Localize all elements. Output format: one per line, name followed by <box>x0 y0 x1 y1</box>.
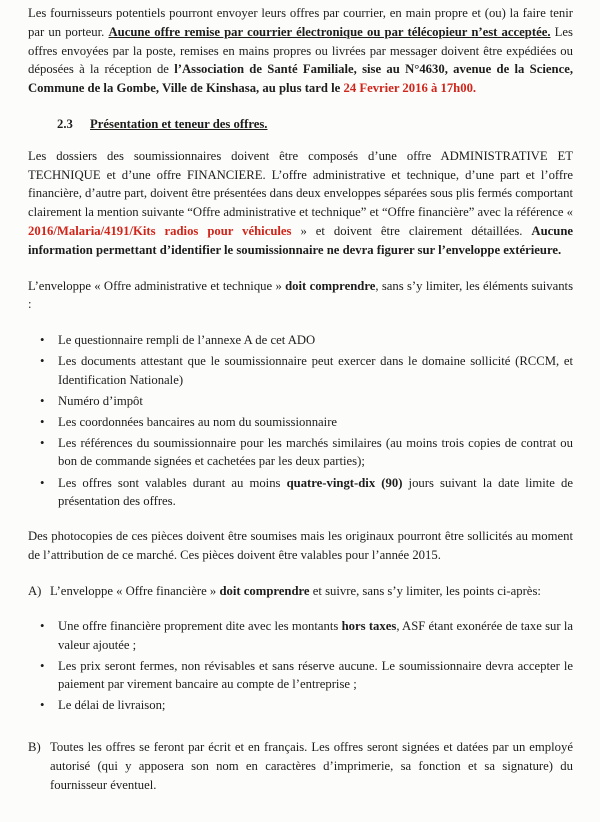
bullet-item <box>58 434 573 470</box>
submission-methods-paragraph <box>28 4 573 98</box>
text-run: Les références du soumissionnaire pour les marchés similaires (au moins trois copies de contrat ou bon de commande signées et cachetées par les deux parties); <box>58 436 573 469</box>
text-run: Les offres envoyées par la poste, remises en mains propres ou livrées par messager doivent être expédiées ou déposées à la réception de <box>28 24 573 77</box>
bullet-item <box>58 352 573 388</box>
text-run: Présentation et teneur des offres. <box>90 116 268 131</box>
text-run: Aucune information permettant d’identifier le soumissionnaire ne devra figurer sur l’enveloppe extérieure. <box>28 223 574 257</box>
item-b-written-offers <box>28 738 573 794</box>
bullet-item <box>58 617 573 653</box>
text-run: Les offres sont valables durant au moins <box>58 475 287 490</box>
section-title <box>90 117 271 131</box>
section-number: 2.3 <box>57 116 73 131</box>
text-run: , sans s’y limiter, les éléments suivants : <box>28 278 574 312</box>
text-run: Le questionnaire rempli de l’annexe A de cet ADO <box>58 333 316 348</box>
bullet-item <box>58 392 573 410</box>
text-run: Une offre financière proprement dite avec les montants <box>58 619 342 634</box>
lettered-item-text <box>50 584 541 598</box>
lettered-item-text <box>50 740 573 792</box>
text-run: Les documents attestant que le soumissionnaire peut exercer dans le domaine sollicité (RCCM, et Identification Nationale) <box>58 354 573 387</box>
text-run: l’Association de Santé Familiale, sise au N°4630, avenue de la Science, Commune de la Gombe, Ville de Kinshasa, au plus tard le <box>28 62 574 96</box>
bullet-item <box>58 696 573 714</box>
text-run: doit comprendre <box>285 278 376 293</box>
text-run: Le délai de livraison; <box>58 698 166 713</box>
text-run: doit comprendre <box>219 583 310 598</box>
text-run: Les dossiers des soumissionnaires doivent être composés d’une offre ADMINISTRATIVE ET TECHNIQUE et d’une offre FINANCIERE. L’offre administrative et technique, d’une part et l’offre financière, d’autre part, doivent être présentées dans deux enveloppes séparées sous plis fermés comportant clairement la mention suivante “Offre administrative et technique” et “Offre financière” avec la référence « <box>28 148 574 220</box>
financial-envelope-list <box>28 617 573 714</box>
text-run: hors taxes <box>341 619 397 634</box>
text-run: L’enveloppe « Offre financière » <box>50 583 220 598</box>
bullet-item <box>58 657 573 693</box>
letter-marker: A) <box>28 583 42 598</box>
admin-envelope-intro-paragraph <box>28 277 573 315</box>
bullet-item <box>58 413 573 431</box>
envelopes-requirements-paragraph <box>28 147 573 260</box>
section-2-3-heading <box>57 115 573 134</box>
bullet-item <box>58 474 573 510</box>
letter-marker: B) <box>28 740 41 755</box>
photocopies-paragraph <box>28 527 573 565</box>
text-run: Les prix seront fermes, non révisables et sans réserve aucune. Le soumissionnaire devra accepter le paiement par virement bancaire au compte de l’entreprise ; <box>58 658 573 691</box>
text-run: » et doivent être clairement détaillées. <box>291 223 532 238</box>
highlighted-red-text: 2016/Malaria/4191/Kits radios pour véhicules <box>28 223 292 238</box>
highlighted-red-text: 24 Fevrier 2016 à 17h00. <box>343 81 477 96</box>
text-run: et suivre, sans s’y limiter, les points ci-après: <box>309 583 541 598</box>
item-a-financial-envelope <box>28 582 573 601</box>
admin-envelope-list <box>28 331 573 510</box>
text-run: quatre-vingt-dix (90) <box>286 475 403 490</box>
text-run: , ASF étant exonérée de taxe sur la valeur ajoutée ; <box>58 619 573 652</box>
text-run: Toutes les offres se feront par écrit et en français. Les offres seront signées et datées par un employé autorisé (qui y apposera son nom en caractères d’imprimerie, sa fonction et sa signature) du fournisseur éventuel. <box>50 740 573 792</box>
tender-document-body <box>28 4 573 795</box>
text-run: jours suivant la date limite de présentation des offres. <box>58 475 573 508</box>
text-run: Des photocopies de ces pièces doivent être soumises mais les originaux pourront être sollicités au moment de l’attribution de ce marché. Ces pièces doivent être valables pour l’année 2015. <box>28 528 573 562</box>
text-run: L’enveloppe « Offre administrative et technique » <box>28 278 286 293</box>
text-run: Les coordonnées bancaires au nom du soumissionnaire <box>58 414 338 429</box>
text-run: Aucune offre remise par courrier électronique ou par télécopieur n’est acceptée. <box>108 24 551 39</box>
text-run: Les fournisseurs potentiels pourront envoyer leurs offres par courrier, en main propre et (ou) la faire tenir par un porteur. <box>28 6 573 39</box>
bullet-item <box>58 331 573 349</box>
text-run: Numéro d’impôt <box>58 393 143 408</box>
